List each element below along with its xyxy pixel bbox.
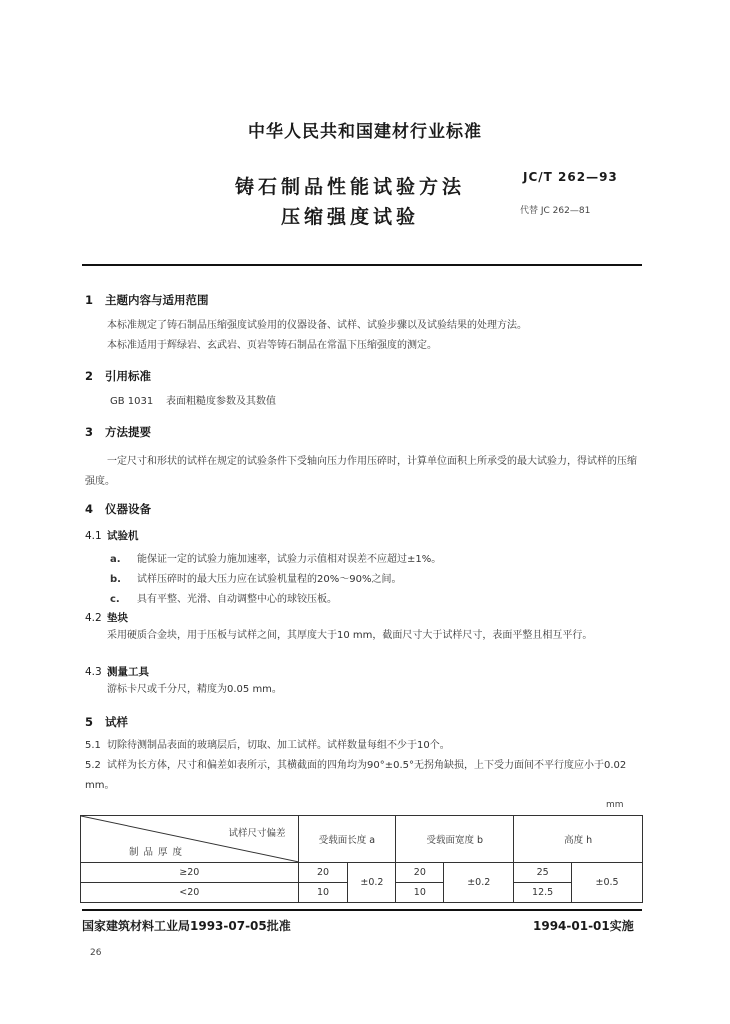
section-1-number: 1 [85, 293, 94, 307]
table-unit: mm [606, 800, 624, 810]
specimen-size-table [80, 815, 643, 903]
section-4-heading [85, 501, 151, 517]
footer-divider [82, 909, 642, 911]
list-item-a [110, 550, 441, 565]
section-2-heading [85, 368, 151, 384]
referenced-standard-title: 表面粗糙度参数及其数值 [165, 396, 276, 407]
issuing-body-heading: 中华人民共和国建材行业标准 [248, 122, 482, 142]
list-item-a-text: 能保证一定的试验力施加速率，试验力示值相对误差不应超过±1%。 [137, 554, 442, 565]
row-1-thickness: ≥20 [81, 863, 299, 883]
list-item-c-label: c. [110, 594, 120, 605]
standard-number: JC/T 262—93 [523, 170, 618, 184]
referenced-standard [110, 392, 276, 412]
referenced-standard-code: GB 1031 [110, 396, 154, 407]
row-2-length: 10 [298, 883, 348, 903]
section-1-paragraph-2: 本标准适用于辉绿岩、玄武岩、页岩等铸石制品在常温下压缩强度的测定。 [107, 340, 437, 351]
list-item-a-label: a. [110, 554, 121, 565]
approval-line: 国家建筑材料工业局1993-07-05批准 [82, 919, 291, 933]
list-item-b-label: b. [110, 574, 121, 585]
section-1-heading [85, 292, 209, 308]
subsection-4-1-title: 试验机 [107, 530, 139, 542]
table-row [81, 863, 643, 883]
replaces-standard: 代替 JC 262—81 [520, 206, 591, 216]
subsection-4-3-title: 测量工具 [107, 666, 149, 678]
section-1-paragraph-1: 本标准规定了铸石制品压缩强度试验用的仪器设备、试样、试验步骤以及试验结果的处理方法。 [107, 320, 527, 331]
corner-diagonal-line [81, 816, 299, 862]
subsection-5-2-text: 试样为长方体，尺寸和偏差如表所示，其横截面的四角均为90°±0.5°无拐角缺损，上下受力面间不平行度应小于0.02 mm。 [85, 760, 627, 791]
table-corner-cell [81, 816, 299, 863]
subsection-5-1-text: 切除待测制品表面的玻璃层后，切取、加工试样。试样数量每组不少于10个。 [107, 740, 450, 751]
section-3-heading [85, 424, 151, 440]
section-5-title: 试样 [105, 715, 128, 729]
section-5-heading [85, 714, 128, 730]
section-3-title: 方法提要 [105, 425, 151, 439]
height-tolerance: ±0.5 [572, 863, 643, 903]
row-1-width: 20 [396, 863, 444, 883]
section-4-title: 仪器设备 [105, 502, 151, 516]
list-item-c-text: 具有平整、光滑、自动调整中心的球铰压板。 [137, 594, 337, 605]
subsection-4-1-heading [85, 528, 139, 543]
header-divider [82, 264, 642, 266]
section-2-title: 引用标准 [105, 369, 151, 383]
section-1-title: 主题内容与适用范围 [105, 293, 209, 307]
row-2-width: 10 [396, 883, 444, 903]
length-tolerance: ±0.2 [348, 863, 396, 903]
page-number: 26 [90, 948, 102, 958]
row-2-height: 12.5 [514, 883, 572, 903]
list-item-b-text: 试样压碎时的最大压力应在试验机量程的20%～90%之间。 [137, 574, 402, 585]
section-3-number: 3 [85, 425, 94, 439]
subsection-5-1-number: 5.1 [85, 740, 101, 751]
header-height: 高度 h [514, 816, 643, 863]
header-width: 受载面宽度 b [396, 816, 514, 863]
subsection-4-3-heading [85, 664, 149, 679]
subsection-4-3-number: 4.3 [85, 666, 102, 678]
corner-bottom-label: 制品厚度 [129, 847, 188, 858]
list-item-c [110, 590, 337, 605]
document-title-line-2: 压缩强度试验 [280, 206, 419, 228]
implementation-date: 1994-01-01实施 [533, 919, 634, 933]
subsection-4-2-number: 4.2 [85, 612, 102, 624]
section-3-paragraph: 一定尺寸和形状的试样在规定的试验条件下受轴向压力作用压碎时，计算单位面积上所承受的最大试验力，得试样的压缩强度。 [85, 456, 637, 487]
subsection-4-1-number: 4.1 [85, 530, 102, 542]
subsection-5-1 [85, 736, 645, 756]
subsection-4-2-title: 垫块 [107, 612, 128, 624]
subsection-4-2-paragraph: 采用硬质合金块，用于压板与试样之间，其厚度大于10 mm，截面尺寸大于试样尺寸，表面平整且相互平行。 [107, 630, 593, 641]
header-length: 受载面长度 a [298, 816, 396, 863]
subsection-4-2-heading [85, 610, 128, 625]
subsection-4-3-paragraph: 游标卡尺或千分尺，精度为0.05 mm。 [107, 684, 282, 695]
document-title-line-1: 铸石制品性能试验方法 [234, 176, 465, 198]
section-4-number: 4 [85, 502, 94, 516]
list-item-b [110, 570, 401, 585]
section-5-number: 5 [85, 715, 94, 729]
table-header-row [81, 816, 643, 863]
row-2-thickness: <20 [81, 883, 299, 903]
corner-top-label: 试样尺寸偏差 [228, 828, 286, 839]
width-tolerance: ±0.2 [444, 863, 514, 903]
section-2-number: 2 [85, 369, 94, 383]
row-1-length: 20 [298, 863, 348, 883]
subsection-5-2-number: 5.2 [85, 760, 101, 771]
subsection-5-2 [85, 756, 645, 796]
row-1-height: 25 [514, 863, 572, 883]
